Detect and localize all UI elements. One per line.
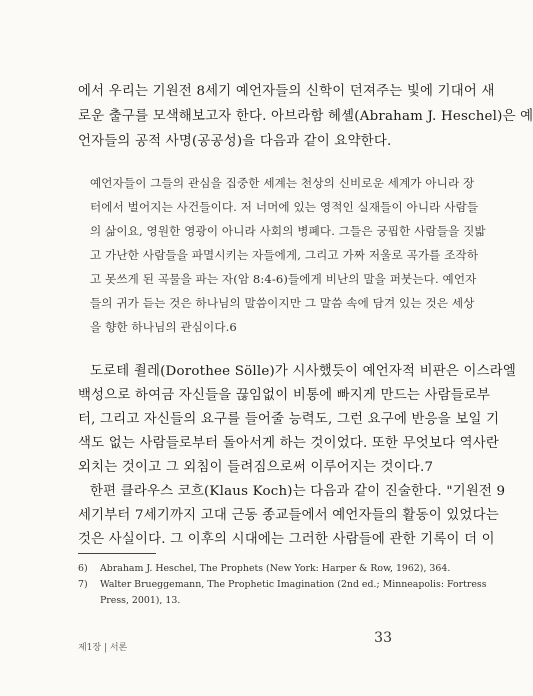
footnote-divider [78,553,156,554]
quote-line: 고 못쓰게 된 곡물을 파는 자(암 8:4-6)들에게 비난의 말을 퍼붓는다. 예언자 [90,272,477,286]
footnote-text: Press, 2001), 13. [100,595,181,606]
body-line: 세기부터 7세기까지 고대 근동 종교들에서 예언자들의 활동이 있었다는 [78,508,499,523]
body-line: 색도 없는 사람들로부터 돌아서게 하는 것이었다. 또한 무엇보다 역사란 [78,436,500,451]
body-line: 로운 출구를 모색해보고자 한다. 아브라함 헤셸(Abraham J. Heschel)은 예 [78,109,533,124]
page-number: 33 [374,630,392,646]
quote-line: 을 향한 하나님의 관심이다.6 [90,320,237,334]
footnote-text: Abraham J. Heschel, The Prophets (New York: Harper & Row, 1962), 364. [100,563,451,574]
footnote-text: Walter Brueggemann, The Prophetic Imagination (2nd ed.; Minneapolis: Fortress [100,579,487,590]
body-line: 것은 사실이다. 그 이후의 시대에는 그러한 사람들에 관한 기록이 더 이 [78,532,495,547]
quote-line: 들의 귀가 듣는 것은 하나님의 말씀이지만 그 말씀 속에 담겨 있는 것은 세상 [90,296,475,310]
footnote-number: 6) [78,563,88,574]
quote-line: 예언자들이 그들의 관심을 집중한 세계는 천상의 신비로운 세계가 아니라 장 [90,176,475,190]
footnote-number: 7) [78,579,88,590]
quote-line: 의 삶이요, 영원한 영광이 아니라 사회의 병폐다. 그들은 궁핍한 사람들을 짓밟 [90,224,486,238]
body-line: 외치는 것이고 그 외침이 들려짐으로써 이루어지는 것이다.7 [78,460,434,475]
quote-line: 고 가난한 사람들을 파멸시키는 자들에게, 그리고 가짜 저울로 곡가를 조작하 [90,248,479,262]
body-line: 터, 그리고 자신들의 요구를 들어줄 능력도, 그런 요구에 반응을 보일 기 [78,412,500,427]
body-line: 도로테 죌레(Dorothee Sölle)가 시사했듯이 예언자적 비판은 이스라엘 [90,364,517,379]
running-footer-chapter: 제1장 | 서론 [78,643,128,653]
body-line: 언자들의 공적 사명(공공성)을 다음과 같이 요약한다. [78,134,392,149]
quote-line: 터에서 벌어지는 사건들이다. 저 너머에 있는 영적인 실재들이 아니라 사람들 [90,200,479,214]
body-line: 에서 우리는 기원전 8세기 예언자들의 신학이 던져주는 빛에 기대어 새 [78,84,495,99]
body-line: 한편 클라우스 코흐(Klaus Koch)는 다음과 같이 진술한다. "기원전 9 [90,484,506,499]
body-line: 백성으로 하여금 자신들을 끊임없이 비통에 빠지게 만드는 사람들로부 [78,388,491,403]
